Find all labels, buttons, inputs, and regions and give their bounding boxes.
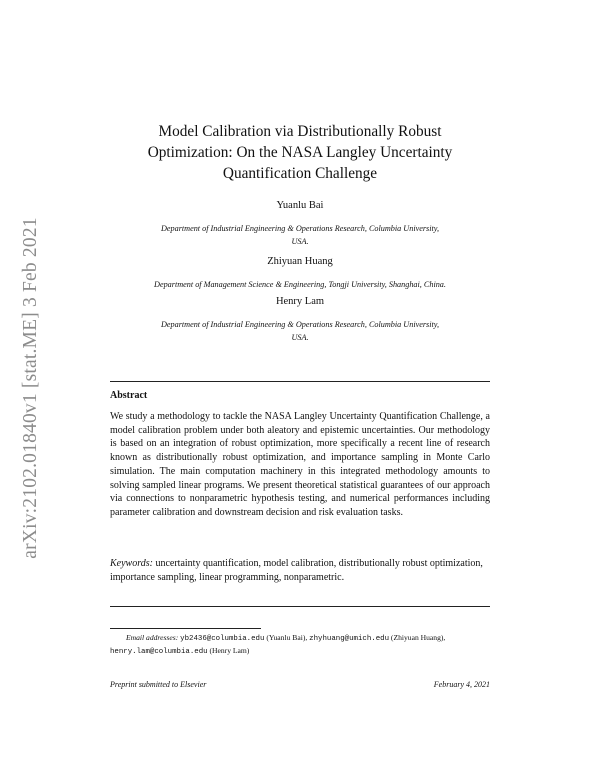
footnote-rule bbox=[110, 628, 261, 629]
abstract-top-rule bbox=[110, 381, 490, 382]
footer-preprint-note: Preprint submitted to Elsevier bbox=[110, 680, 207, 689]
arxiv-identifier: arXiv:2102.01840v1 [stat.ME] 3 Feb 2021 bbox=[20, 217, 41, 559]
title-line: Optimization: On the NASA Langley Uncertainty bbox=[147, 144, 453, 161]
affiliation-line: USA. bbox=[291, 333, 309, 342]
footnote-author: (Yuanlu Bai), bbox=[266, 633, 308, 642]
affiliation-line: Department of Industrial Engineering & Operations Research, Columbia University, bbox=[160, 320, 440, 329]
author-name: Yuanlu Bai bbox=[276, 200, 324, 211]
author-affiliation bbox=[110, 318, 490, 344]
footer-date: February 4, 2021 bbox=[433, 680, 490, 689]
title-line: Model Calibration via Distributionally Robust bbox=[158, 123, 442, 140]
author-affiliation bbox=[110, 278, 490, 291]
keywords-label: Keywords: bbox=[110, 558, 153, 569]
author-affiliation bbox=[110, 222, 490, 248]
email-link[interactable]: henry.lam@columbia.edu bbox=[110, 648, 208, 656]
abstract-bottom-rule bbox=[110, 606, 490, 607]
email-link[interactable]: zhyhuang@umich.edu bbox=[309, 635, 390, 643]
affiliation-line: Department of Industrial Engineering & Operations Research, Columbia University, bbox=[160, 224, 440, 233]
abstract-body: We study a methodology to tackle the NASA Langley Uncertainty Quantification Challenge, a model calibration problem under both aleatory and epistemic uncertainties. Our methodology is based on an integration of robust optimization, more specifically a recent line of research known as distributionally robust optimization, and importance sampling in Monte Carlo simulation. The main computation machinery in this integrated methodology amounts to solving sampled linear programs. We present theoretical statistical guarantees of our approach via connections to nonparametric hypothesis testing, and numerical performances including parameter calibration and downstream decision and risk evaluation tasks. bbox=[110, 411, 490, 518]
keywords-text: uncertainty quantification, model calibration, distributionally robust optimization, importance sampling, linear programming, nonparametric. bbox=[110, 558, 483, 583]
keywords bbox=[110, 557, 490, 584]
footnote-author: (Henry Lam) bbox=[209, 646, 250, 655]
affiliation-line: Department of Management Science & Engineering, Tongji University, Shanghai, China. bbox=[154, 280, 446, 289]
abstract-heading: Abstract bbox=[110, 390, 148, 401]
email-link[interactable]: yb2436@columbia.edu bbox=[180, 635, 265, 643]
author-name: Zhiyuan Huang bbox=[267, 256, 333, 267]
paper-title bbox=[110, 121, 490, 184]
title-line: Quantification Challenge bbox=[222, 165, 378, 182]
affiliation-line: USA. bbox=[291, 237, 309, 246]
footnote bbox=[110, 632, 494, 658]
footnote-author: (Zhiyuan Huang), bbox=[390, 633, 446, 642]
footnote-label: Email addresses: bbox=[126, 633, 179, 642]
author-name: Henry Lam bbox=[275, 296, 325, 307]
